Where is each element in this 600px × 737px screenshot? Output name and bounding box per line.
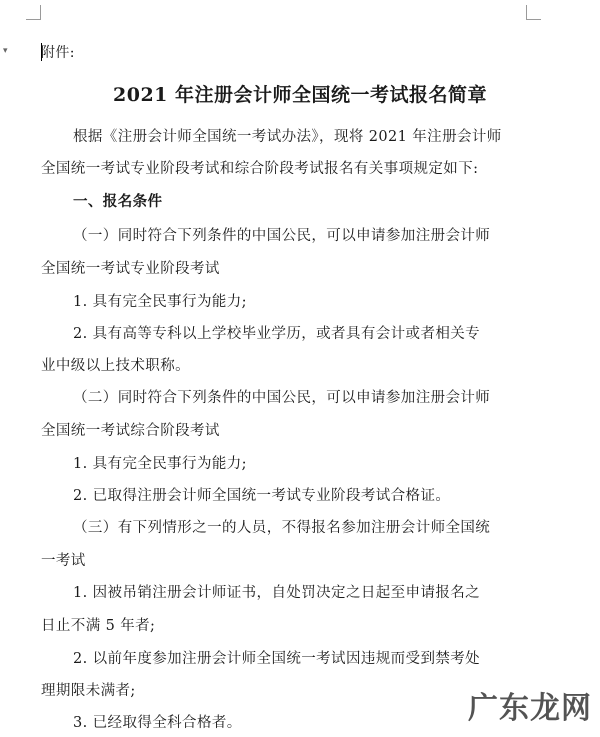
attachment-label: 附件: <box>41 45 75 61</box>
paragraph-line: 2. 以前年度参加注册会计师全国统一考试因违规而受到禁考处 <box>73 651 481 667</box>
paragraph-line: 一考试 <box>41 553 86 569</box>
paragraph-line: 1. 具有完全民事行为能力; <box>73 294 247 310</box>
crop-mark-top-right <box>526 5 541 20</box>
paragraph-line: （二）同时符合下列条件的中国公民，可以申请参加注册会计师 <box>73 390 491 406</box>
watermark-logo: 广东龙网 <box>468 691 592 726</box>
paragraph-line: 理期限未满者; <box>41 683 136 699</box>
paragraph-line: 业中级以上技术职称。 <box>41 358 190 374</box>
margin-marker: ▾ <box>3 46 8 56</box>
paragraph-line: 3. 已经取得全科合格者。 <box>73 715 242 731</box>
crop-mark-top-left <box>26 5 41 20</box>
section-heading: 一、报名条件 <box>73 193 163 210</box>
paragraph-line: 2. 具有高等专科以上学校毕业学历，或者具有会计或者相关专 <box>73 326 481 342</box>
paragraph-line: 全国统一考试专业阶段考试 <box>41 261 220 277</box>
paragraph-line: 根据《注册会计师全国统一考试办法》，现将 2021 年注册会计师 <box>73 129 502 145</box>
paragraph-line: 1. 具有完全民事行为能力; <box>73 456 247 472</box>
paragraph-line: （一）同时符合下列条件的中国公民，可以申请参加注册会计师 <box>73 228 491 244</box>
document-title: 2021 年注册会计师全国统一考试报名简章 <box>113 84 487 106</box>
paragraph-line: 日止不满 5 年者; <box>41 618 156 634</box>
paragraph-line: 全国统一考试专业阶段考试和综合阶段考试报名有关事项规定如下: <box>41 161 479 177</box>
paragraph-line: （三）有下列情形之一的人员，不得报名参加注册会计师全国统 <box>73 520 491 536</box>
paragraph-line: 2. 已取得注册会计师全国统一考试专业阶段考试合格证。 <box>73 488 451 504</box>
paragraph-line: 1. 因被吊销注册会计师证书，自处罚决定之日起至申请报名之 <box>73 585 481 601</box>
paragraph-line: 全国统一考试综合阶段考试 <box>41 423 220 439</box>
